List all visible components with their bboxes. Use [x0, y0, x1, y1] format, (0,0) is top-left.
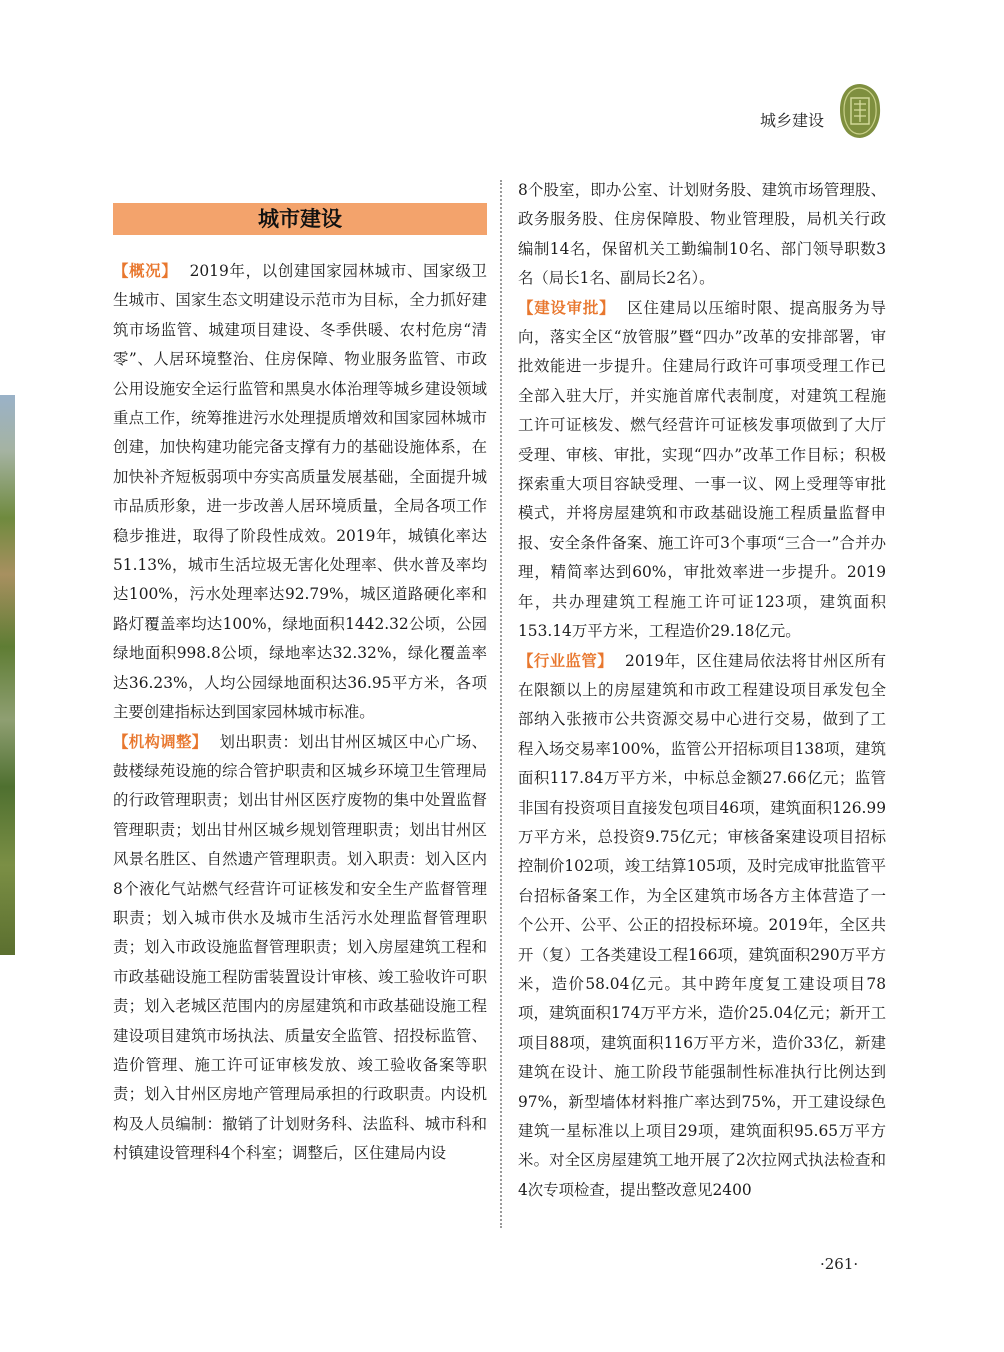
supervision-keyword: 【行业监管】: [518, 651, 614, 670]
seal-stamp-icon: [838, 82, 882, 140]
running-header: 城乡建设: [760, 111, 825, 130]
reorg-keyword: 【机构调整】: [113, 732, 208, 751]
overview-text: 2019年，以创建国家园林城市、国家级卫生城市、国家生态文明建设示范市为目标，全力抓好建筑市场监管、城建项目建设、冬季供暖、农村危房“清零”、人居环境整治、住房保障、物业服务监管、市政公用设施安全运行监管和黑臭水体治理等城乡建设领域重点工作，统筹推进污水处理提质增效和国家园林城市创建，加快构建功能完备支撑有力的基础设施体系，在加快补齐短板弱项中夯实高质量发展基础，全面提升城市品质形象，进一步改善人居环境质量，全局各项工作稳步推进，取得了阶段性成效。2019年，城镇化率达51.13%，城市生活垃圾无害化处理率、供水普及率均达100%，污水处理率达92.79%，城区道路硬化率和路灯覆盖率均达100%，绿地面积1442.32公顷，公园绿地面积998.8公顷，绿地率达32.32%，绿化覆盖率达36.23%，人均公园绿地面积达36.95平方米，各项主要创建指标达到国家园林城市标准。: [113, 262, 487, 722]
approval-keyword: 【建设审批】: [518, 298, 616, 317]
approval-text: 区住建局以压缩时限、提高服务为导向，落实全区“放管服”暨“四办”改革的安排部署，审批效能进一步提升。住建局行政许可事项受理工作已全部入驻大厅，并实施首席代表制度，对建筑工程施工许可证核发、燃气经营许可证核发事项做到了大厅受理、审核、审批，实现“四办”改革工作目标；积极探索重大项目容缺受理、一事一议、网上受理等审批模式，并将房屋建筑和市政基础设施工程质量监督申报、安全条件备案、施工许可3个事项“三合一”合并办理，精简率达到60%，审批效率进一步提升。2019年，共办理建筑工程施工许可证123项，建筑面积153.14万平方米，工程造价29.18亿元。: [518, 298, 886, 641]
overview-paragraph: [113, 257, 487, 728]
edge-photo-strip: [0, 395, 15, 955]
supervision-text: 2019年，区住建局依法将甘州区所有在限额以上的房屋建筑和市政工程建设项目承发包全部纳入张掖市公共资源交易中心进行交易，做到了工程入场交易率100%，监管公开招标项目138项，建筑面积117.84万平方米，中标总金额27.66亿元；监管非国有投资项目直接发包项目46项，建筑面积126.99万平方米，总投资9.75亿元；审核备案建设项目招标控制价102项，竣工结算105项，及时完成审批监管平台招标备案工作，为全区建筑市场各方主体营造了一个公开、公平、公正的招投标环境。2019年，全区共开（复）工各类建设工程166项，建筑面积290万平方米，造价58.04亿元。其中跨年度复工建设项目78项，建筑面积174万平方米，造价25.04亿元；新开工项目88项，建筑面积116万平方米，造价33亿，新建建筑在设计、施工阶段节能强制性标准执行比例达到97%，新型墙体材料推广率达到75%，开工建设绿色建筑一星标准以上项目29项，建筑面积95.65万平方米。对全区房屋建筑工地开展了2次拉网式执法检查和4次专项检查，提出整改意见2400: [518, 651, 886, 1199]
column-divider: [500, 180, 502, 1228]
section-title: 城市建设: [113, 203, 487, 235]
overview-keyword: 【概况】: [113, 262, 178, 280]
right-column: [518, 176, 886, 1205]
reorg-text: 划出职责：划出甘州区城区中心广场、鼓楼绿苑设施的综合管护职责和区城乡环境卫生管理局的行政管理职责；划出甘州区医疗废物的集中处置监督管理职责；划出甘州区城乡规划管理职责；划出甘州区风景名胜区、自然遗产管理职责。划入职责：划入区内8个液化气站燃气经营许可证核发和安全生产监督管理职责；划入城市供水及城市生活污水处理监督管理职责；划入市政设施监督管理职责；划入房屋建筑工程和市政基础设施工程防雷装置设计审核、竣工验收许可职责；划入老城区范围内的房屋建筑和市政基础设施工程建设项目建筑市场执法、质量安全监管、招投标监管、造价管理、施工许可证审核发放、竣工验收备案等职责；划入甘州区房地产管理局承担的行政职责。内设机构及人员编制：撤销了计划财务科、法监科、城市科和村镇建设管理科4个科室；调整后，区住建局内设: [113, 732, 487, 1163]
page-number: ·261·: [820, 1255, 859, 1273]
left-column: [113, 257, 487, 1169]
supervision-paragraph: [518, 647, 886, 1206]
reorg-continued: 8个股室，即办公室、计划财务股、建筑市场管理股、政务服务股、住房保障股、物业管理股，局机关行政编制14名，保留机关工勤编制10名、部门领导职数3名（局长1名、副局长2名）。: [518, 181, 886, 288]
reorg-paragraph: [113, 728, 487, 1169]
approval-paragraph: [518, 294, 886, 647]
